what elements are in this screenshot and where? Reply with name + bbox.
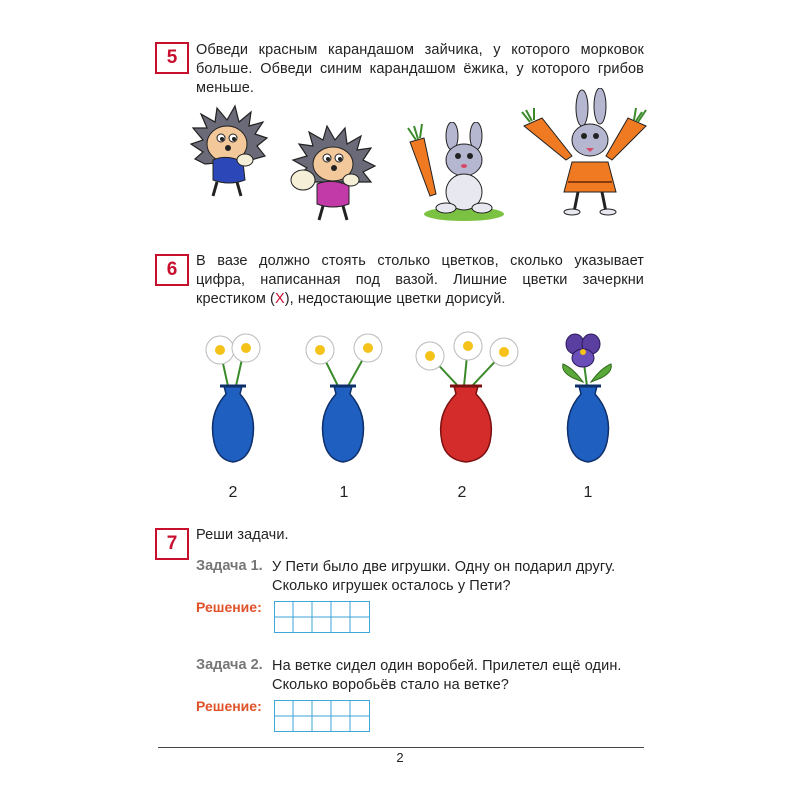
task-7-intro: Реши задачи.: [196, 527, 289, 543]
vase-3-with-daisies-illustration: [412, 330, 524, 470]
task-6-number: 6: [155, 254, 189, 286]
problem-2-label: Задача 2.: [196, 657, 263, 673]
vase-4-with-pansy-illustration: [555, 328, 621, 470]
page-number: 2: [396, 750, 404, 765]
footer-divider: [158, 747, 644, 748]
task-5-number: 5: [155, 42, 189, 74]
vase-1-with-daisies-illustration: [200, 330, 266, 470]
daisy-icon: [490, 338, 518, 366]
task-6-text: [196, 252, 644, 309]
daisy-icon: [454, 332, 482, 360]
problem-1-line-2: Сколько игрушек осталось у Пети?: [272, 578, 511, 594]
problem-2-line-1: На ветке сидел один воробей. Прилетел ещё один.: [272, 658, 622, 674]
vase-1-count: 2: [228, 484, 238, 501]
vase-2-count: 1: [339, 484, 349, 501]
vase-4-count: 1: [583, 484, 593, 501]
problem-1-label: Задача 1.: [196, 558, 263, 574]
rabbit-with-one-carrot-illustration: [402, 122, 512, 222]
problem-2-solution-label: Решение:: [196, 698, 262, 714]
problem-1-solution-label: Решение:: [196, 599, 262, 615]
daisy-icon: [354, 334, 382, 362]
pansy-icon: [566, 334, 600, 367]
task-6-text-part-1: В вазе должно стоять столько цветков, сколько указывает цифра, написанная под вазой. Лишние цветки зачеркни крестиком (: [196, 253, 644, 307]
problem-2-line-2: Сколько воробьёв стало на ветке?: [272, 677, 509, 693]
cross-symbol: Х: [274, 291, 285, 307]
daisy-icon: [232, 334, 260, 362]
rabbit-with-two-carrots-illustration: [520, 88, 650, 218]
task-5-text: Обведи красным карандашом зайчика, у которого морковок больше. Обведи синим карандашом ёжика, у которого грибов меньше.: [196, 42, 644, 96]
hedgehog-with-one-mushroom-illustration: [185, 104, 275, 204]
problem-1-solution-grid[interactable]: [274, 601, 370, 633]
hedgehog-with-two-mushrooms-illustration: [283, 124, 383, 224]
daisy-icon: [416, 342, 444, 370]
vase-3-count: 2: [457, 484, 467, 501]
daisy-icon: [206, 336, 234, 364]
problem-1-line-1: У Пети было две игрушки. Одну он подарил другу.: [272, 559, 616, 575]
daisy-icon: [306, 336, 334, 364]
task-7-number: 7: [155, 528, 189, 560]
task-6-text-part-2: ), недостающие цветки дорисуй.: [284, 291, 506, 307]
vase-2-with-daisies-illustration: [300, 330, 390, 470]
problem-2-solution-grid[interactable]: [274, 700, 370, 732]
